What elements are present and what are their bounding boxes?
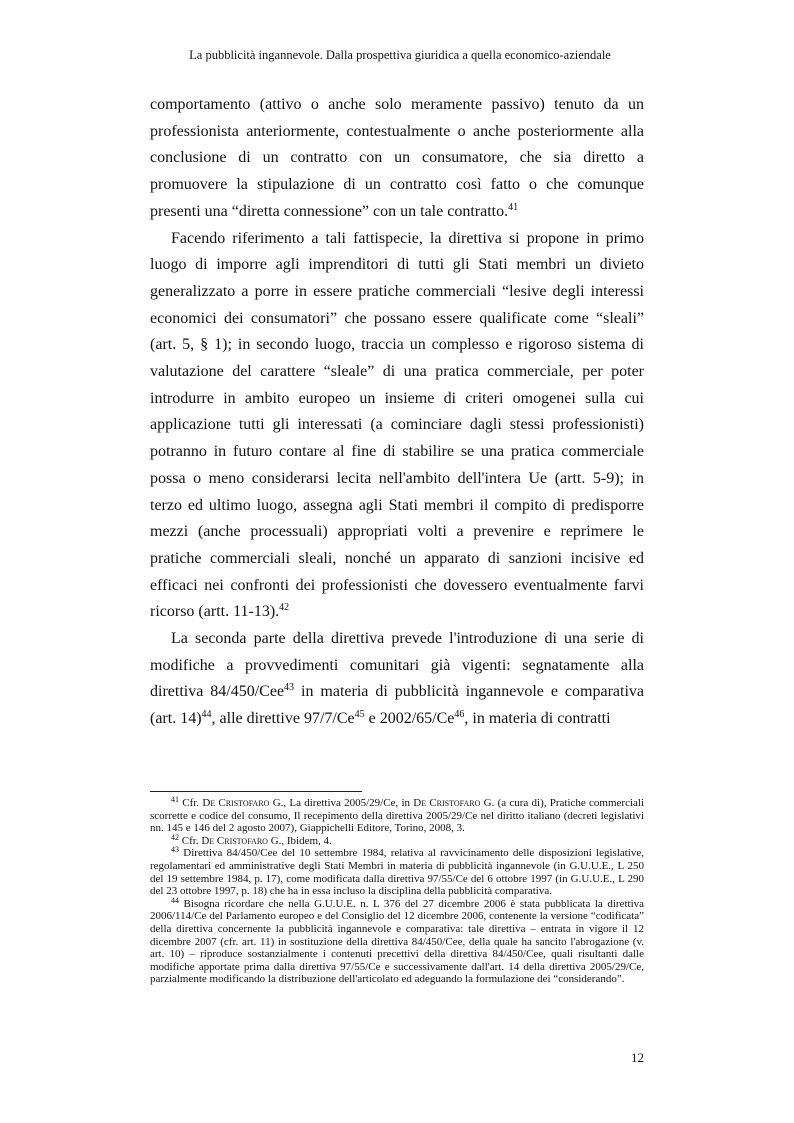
footnote-ref-46[interactable]: 46 (454, 709, 465, 721)
footnote-ref-44[interactable]: 44 (201, 709, 212, 721)
footnote-number: 42 (171, 832, 179, 842)
running-header: La pubblicità ingannevole. Dalla prospettiva giuridica a quella economico-aziendale (189, 48, 611, 62)
footnotes (150, 797, 644, 986)
footnote-41: $^{41}$ Cfr. De Cristofaro G., La direttiva 2005/29/Ce, in De Cristofaro G. (a cura di), Pratiche commerciali scorrette e codice del consumo, Il recepimento della direttiva 2005/29/Ce nel diritto italiano (decreti legislativi nn. 145 e 146 del 2 agosto 2007), Giappichelli Editore, Torino, 2008, 3. (150, 795, 645, 835)
footnote-43: $^{43}$ Direttiva 84/450/Cee del 10 settembre 1984, relativa al ravvicinamento delle disposizioni legislative, regolamentari ed amministrative degli Stati Membri in materia di pubblicità ingannevole (in G.U.U.E., L 250 del 19 settembre 1984, p. 17), come modificata dalla direttiva 97/55/Ce del 6 ottobre 1997 (in G.U.U.E., L 290 del 23 ottobre 1997, p. 18) che ha in essa incluso la disciplina della pubblicità comparativa. (150, 845, 645, 898)
body-text (150, 92, 644, 733)
author-name: De Cristofaro (202, 797, 270, 809)
author-name: De Cristofaro (413, 797, 481, 809)
footnote-ref-42[interactable]: 42 (279, 602, 290, 614)
footnote-ref-43[interactable]: 43 (284, 682, 295, 694)
footnote-44: $^{44}$ Bisogna ricordare che nella G.U.U.E. n. L 376 del 27 dicembre 2006 è stata pubblicata la direttiva 2006/114/Ce del Parlamento europeo e del Consiglio del 12 dicembre 2006, contenente la versione “codificata” della direttiva concernente la pubblicità ingannevole e comparativa: tale direttiva – entrata in vigore il 12 dicembre 2007 (cfr. art. 11) in sostituzione della direttiva 84/450/Cee, della quale ha sancito l'abrogazione (v. art. 10) – riproduce sostanzialmente i contenuti precettivi della direttiva 84/450/Cee, quali risultanti dalle modifiche apportate prima dalla direttiva 97/55/Ce e successivamente dall'art. 14 della direttiva 2005/29/Ce, parzialmente modificando la distribuzione dell'articolato ed adeguando la formulazione dei “considerando”. (150, 895, 645, 986)
footnote-number: 41 (171, 795, 179, 804)
footnote-number: 43 (171, 845, 179, 855)
footnote-separator (150, 791, 362, 792)
footnote-42: $^{42}$ Cfr. De Cristofaro G., Ibidem, 4. (171, 832, 332, 847)
page-number: 12 (631, 1050, 644, 1065)
paragraph-3: La seconda parte della direttiva prevede l'introduzione di una serie di modifiche a provvedimenti comunitari già vigenti: segnatamente alla direttiva 84/450/Cee$^{43}$ in materia di pubblicità ingannevole e comparativa (art. 14)$^{44}$, alle direttive 97/7/Ce$^{45}$ e 2002/65/Ce$^{46}$, in materia di contratti (150, 630, 644, 728)
footnote-ref-41[interactable]: 41 (508, 201, 519, 213)
author-name: De Cristofaro (201, 834, 268, 847)
footnote-number: 44 (171, 895, 179, 905)
paragraph-1: comportamento (attivo o anche solo meramente passivo) tenuto da un professionista anteriormente, contestualmente o anche posteriormente alla conclusione di un contratto con un consumatore, che sia diretto a promuovere la stipulazione di un contratto così fatto o che comunque presenti una “diretta connessione” con un tale contratto.$^{41}$ (150, 96, 644, 220)
paragraph-2: Facendo riferimento a tali fattispecie, la direttiva si propone in primo luogo di imporre agli imprenditori di tutti gli Stati membri un divieto generalizzato a porre in essere pratiche commerciali “lesive degli interessi economici dei consumatori” che possano essere qualificate come “sleali” (art. 5, § 1); in secondo luogo, traccia un complesso e rigoroso sistema di valutazione del carattere “sleale” di una pratica commerciale, per poter introdurre in ambito europeo un insieme di criteri omogenei sulla cui applicazione tutti gli interessati (a cominciare dagli stessi professionisti) potranno in futuro contare al fine di stabilire se una pratica commerciale possa o meno considerarsi lecita nell'ambito dell'intera Ue (artt. 5-9); in terzo ed ultimo luogo, assegna agli Stati membri il compito di predisporre mezzi (anche processuali) appropriati volti a prevenire e reprimere le pratiche commerciali sleali, nonché un apparato di sanzioni incisive ed efficaci nei confronti dei professionisti che dovessero eventualmente farvi ricorso (artt. 11-13).$^{42}$ (150, 229, 644, 621)
footnote-ref-45[interactable]: 45 (354, 709, 365, 721)
